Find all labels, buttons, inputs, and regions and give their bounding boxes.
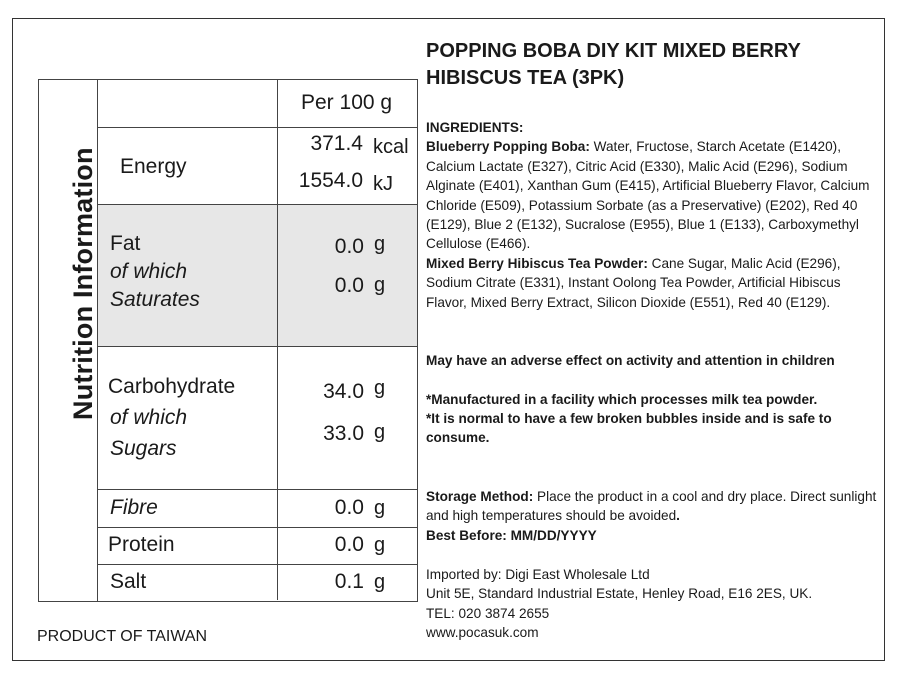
energy-kcal-value: 371.4: [310, 132, 363, 155]
storage-method: [426, 487, 882, 526]
energy-kcal-unit: kcal: [373, 136, 409, 158]
storage-block: [426, 487, 882, 545]
saturates-unit: g: [374, 274, 386, 296]
salt-unit: g: [374, 571, 386, 593]
fat-unit: g: [374, 233, 386, 255]
importer-line-4: www.pocasuk.com: [426, 625, 539, 641]
carbohydrate-unit: g: [374, 377, 386, 399]
energy-label: Energy: [120, 155, 187, 178]
fat-saturates-label: Saturates: [110, 288, 200, 311]
fat-label: Fat: [110, 232, 141, 255]
tea-ingredients: [426, 254, 882, 312]
per-100g-label: Per 100 g: [301, 91, 393, 114]
salt-label: Salt: [110, 570, 147, 593]
carbohydrate-value: 34.0: [323, 380, 364, 403]
boba-text: Water, Fructose, Starch Acetate (E1420), Calcium Lactate (E327), Citric Acid (E330), Malic Acid (E296), Sodium Alginate (E401), Xanthan Gum (E415), Artificial Blueberry Flavor, Calcium Chloride (E509), Potassium Sorbate (as a Preservative) (E202), Red 40 (E129), Blue 2 (E132), Sucralose (E955), Blue 1 (E133), Carboxymethyl Cellulose (E466).: [426, 139, 870, 252]
fat-row: [98, 205, 417, 347]
nutrition-side-label: Nutrition Information: [68, 147, 98, 420]
importer-line-1: Imported by: Digi East Wholesale Ltd: [426, 567, 650, 582]
nutrition-side-column: [39, 80, 98, 601]
ingredients-block: [426, 118, 882, 312]
nutrition-table: [38, 79, 418, 602]
importer-line-3: TEL: 020 3874 2655: [426, 605, 550, 621]
storage-label: Storage Method:: [426, 489, 534, 504]
carb-of-which: of which: [110, 406, 188, 429]
protein-unit: g: [374, 534, 386, 556]
ingredients-heading: INGREDIENTS:: [426, 120, 524, 135]
carbohydrate-label: Carbohydrate: [108, 375, 236, 398]
protein-value: 0.0: [334, 533, 364, 556]
energy-kj-value: 1554.0: [298, 169, 363, 192]
fat-of-which: of which: [110, 260, 188, 283]
fibre-row: [98, 490, 417, 528]
sugars-unit: g: [374, 421, 386, 443]
importer-block: [426, 565, 882, 643]
protein-row: [98, 528, 417, 565]
tea-label: Mixed Berry Hibiscus Tea Powder:: [426, 255, 648, 271]
carbohydrate-row: [98, 347, 417, 490]
storage-end: .: [676, 508, 680, 524]
adverse-warning: May have an adverse effect on activity and attention in children: [426, 353, 835, 368]
saturates-value: 0.0: [334, 274, 364, 297]
energy-row: [98, 128, 417, 205]
facility-warning: *Manufactured in a facility which processes milk tea powder.: [426, 392, 818, 407]
salt-value: 0.1: [334, 570, 364, 593]
product-origin: PRODUCT OF TAIWAN: [37, 628, 208, 645]
tea-text: Cane Sugar, Malic Acid (E296), Sodium Citrate (E331), Instant Oolong Tea Powder, Artificial Hibiscus Flavor, Mixed Berry Extract, Silicon Dioxide (E551), Red 40 (E129).: [426, 255, 841, 310]
protein-label: Protein: [108, 533, 175, 556]
product-title: POPPING BOBA DIY KIT MIXED BERRY HIBISCUS TEA (3PK): [426, 40, 801, 89]
sugars-value: 33.0: [323, 422, 364, 445]
fat-value: 0.0: [334, 235, 364, 258]
best-before: Best Before: MM/DD/YYYY: [426, 527, 597, 543]
importer-line-2: Unit 5E, Standard Industrial Estate, Henley Road, E16 2ES, UK.: [426, 586, 813, 602]
energy-kj-unit: kJ: [373, 173, 393, 195]
broken-bubbles-note: *It is normal to have a few broken bubbles inside and is safe to consume.: [426, 411, 832, 446]
salt-row: [98, 565, 417, 600]
fibre-value: 0.0: [334, 496, 364, 519]
boba-label: Blueberry Popping Boba:: [426, 139, 590, 155]
nutrition-header-row: [98, 80, 417, 128]
storage-text: Place the product in a cool and dry place. Direct sunlight and high temperatures should be avoided: [426, 489, 877, 524]
fibre-unit: g: [374, 497, 386, 519]
sugars-label: Sugars: [110, 437, 177, 460]
fibre-label: Fibre: [110, 496, 158, 519]
boba-ingredients: [426, 137, 882, 253]
